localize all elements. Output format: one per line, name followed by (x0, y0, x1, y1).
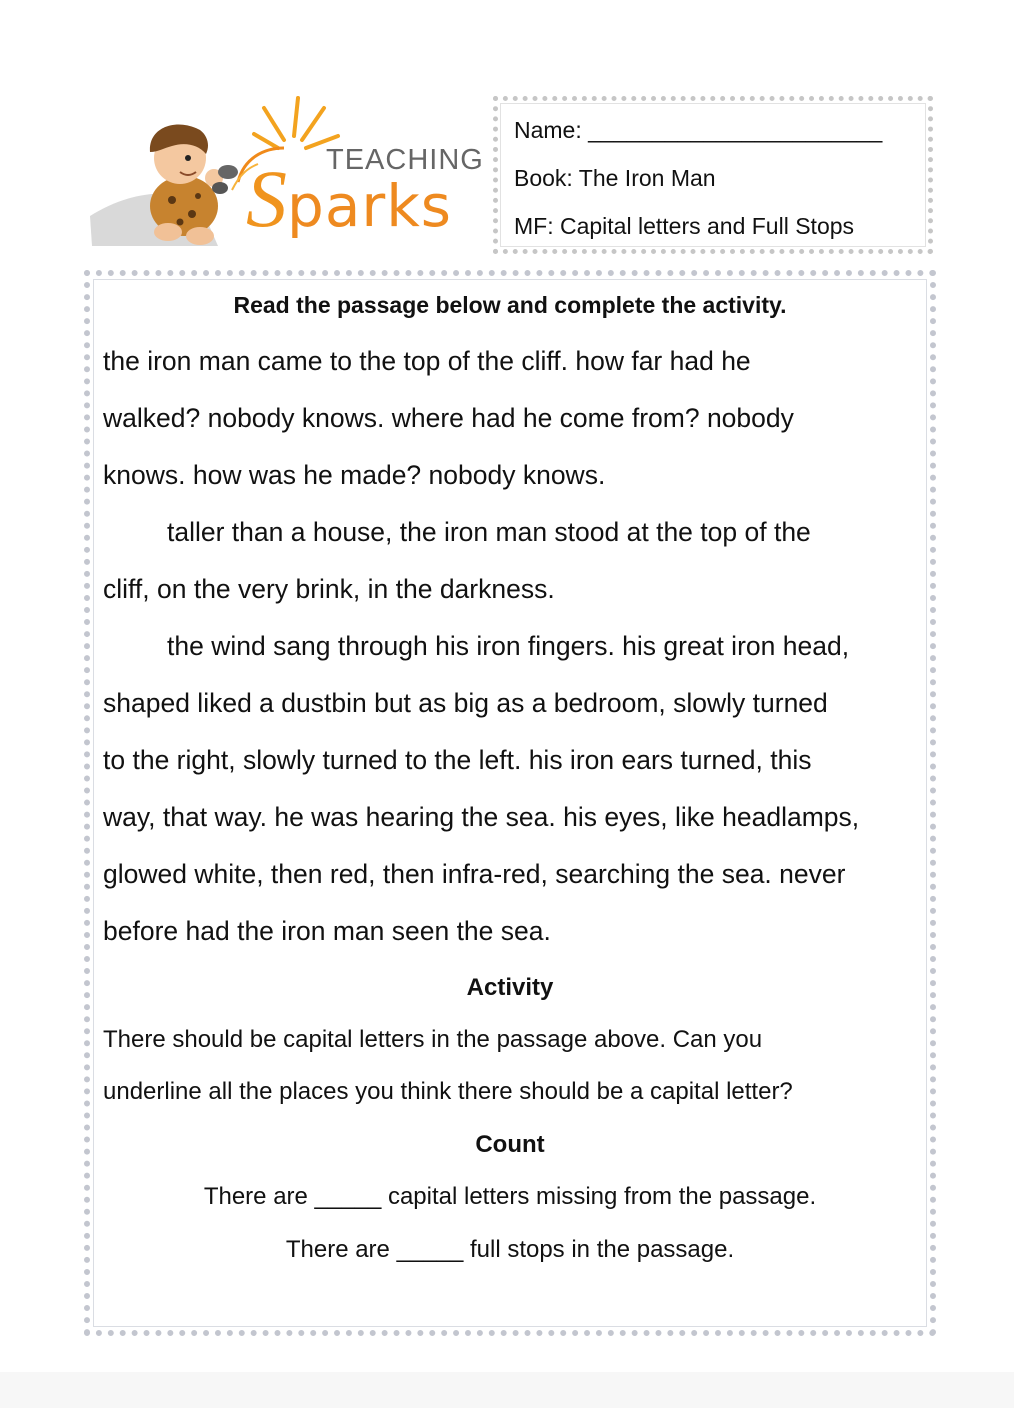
passage-line: the wind sang through his iron fingers. his great iron head, (167, 631, 850, 661)
mf-label: MF: Capital letters and Full Stops (514, 213, 855, 239)
passage-line: the iron man came to the top of the cliff. how far had he (103, 346, 751, 376)
activity-panel (84, 270, 936, 1336)
passage-line: cliff, on the very brink, in the darkness. (103, 574, 555, 604)
count-full-stops[interactable]: There are _____ full stops in the passage. (285, 1236, 735, 1263)
book-title: Book: The Iron Man (514, 165, 716, 191)
count-capital-letters[interactable]: There are _____ capital letters missing from the passage. (203, 1183, 817, 1210)
passage-line: shaped liked a dustbin but as big as a bedroom, slowly turned (103, 688, 828, 718)
activity-text: There should be capital letters in the passage above. Can you (103, 1026, 763, 1053)
passage-line: way, that way. he was hearing the sea. his eyes, like headlamps, (103, 802, 860, 832)
activity-text: underline all the places you think there should be a capital letter? (103, 1078, 793, 1105)
passage-line: to the right, slowly turned to the left. his iron ears turned, this (103, 745, 812, 775)
name-field[interactable]: Name: _______________________ (514, 117, 883, 143)
page-bottom-strip (0, 1372, 1014, 1408)
instruction-heading: Read the passage below and complete the activity. (233, 292, 787, 318)
activity-heading: Activity (466, 974, 554, 1001)
logo-sparks-rest: parks (287, 172, 453, 240)
passage-line: walked? nobody knows. where had he come from? nobody (103, 403, 794, 433)
logo-teaching-text: TEACHING (326, 144, 484, 176)
passage-line: glowed white, then red, then infra-red, searching the sea. never (103, 859, 846, 889)
logo-sparks-initial: S (246, 153, 287, 244)
passage-line: taller than a house, the iron man stood at the top of the (167, 517, 811, 547)
passage-line: before had the iron man seen the sea. (103, 916, 551, 946)
passage-line: knows. how was he made? nobody knows. (103, 460, 606, 490)
teaching-sparks-logo (88, 96, 484, 256)
count-heading: Count (475, 1131, 545, 1158)
info-box (493, 96, 933, 254)
